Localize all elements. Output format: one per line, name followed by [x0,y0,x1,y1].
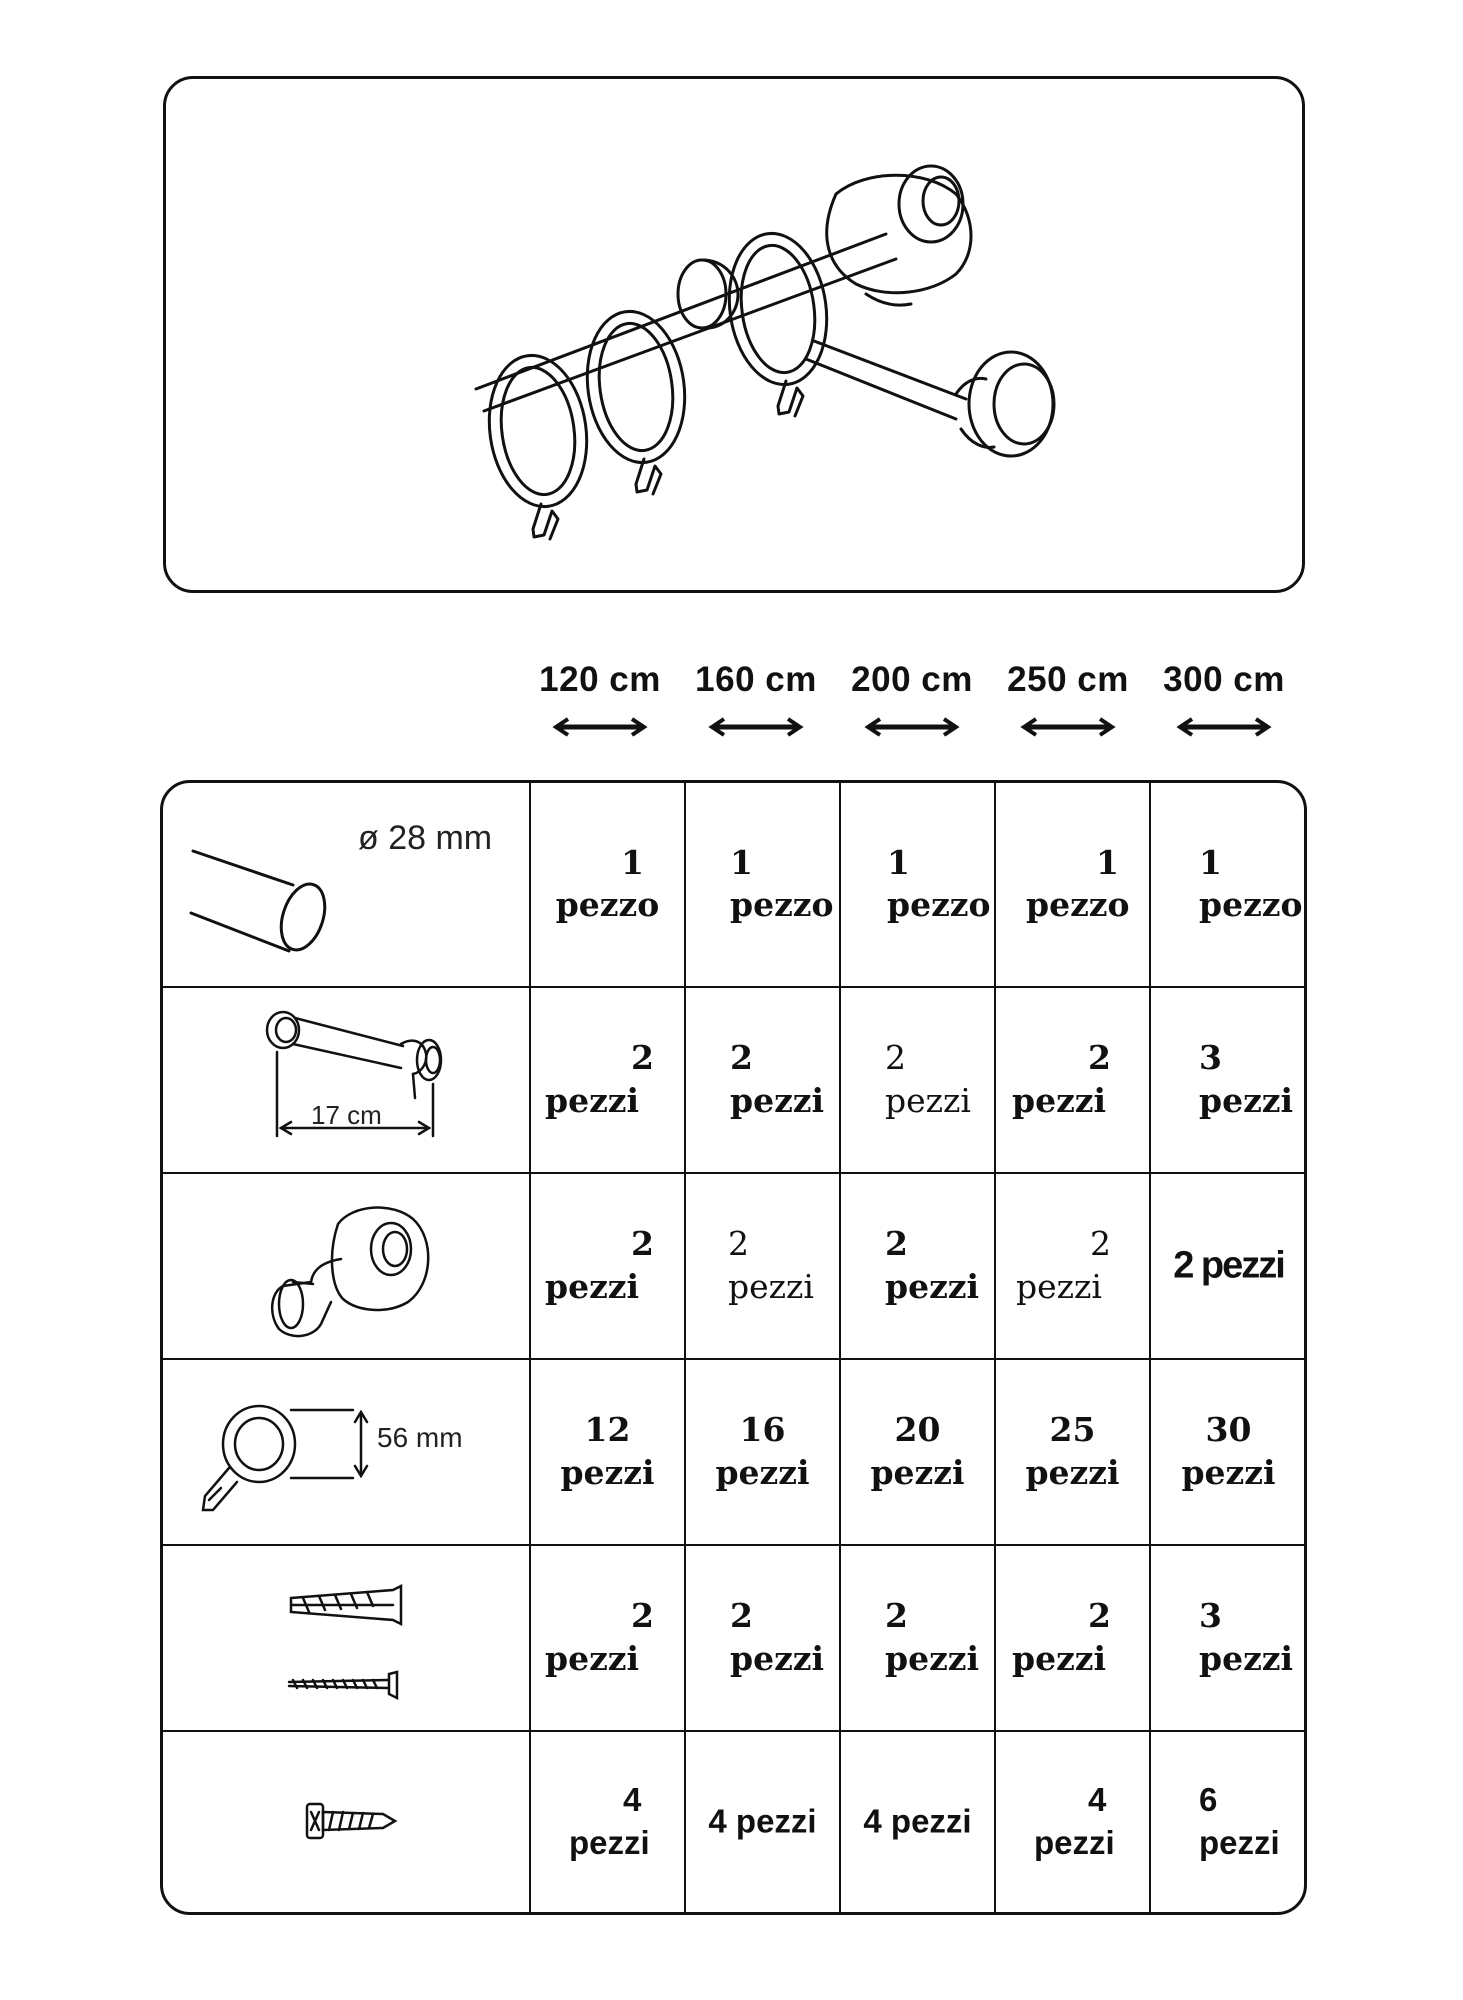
length-headers [0,660,1463,770]
quantity-unit: pezzo [555,885,660,925]
qty-cell [531,1174,686,1358]
component-cell [163,783,531,986]
quantity-number: 2 [730,1038,753,1078]
quantity-number: 2 [631,1596,654,1636]
quantity-unit: pezzi [1016,1267,1102,1306]
quantity [686,1801,839,1844]
curtain-ring-with-hook-icon [163,1360,529,1544]
quantity-unit: pezzi [1181,1453,1276,1492]
quantity-number: 3 [1199,1596,1222,1636]
component-cell [163,1174,531,1358]
parts-quantity-table [160,780,1307,1915]
header-160cm [678,660,834,738]
quantity [996,1223,1149,1309]
set-screw-icon [163,1732,529,1912]
quantity-number: 4 [708,1802,727,1840]
quantity-unit: pezzo [887,885,991,925]
quantity [531,842,684,928]
curtain-rod-tube-icon [163,783,529,986]
quantity-unit: pezzi [890,1802,972,1840]
header-300cm [1146,660,1302,738]
qty-cell [841,783,996,986]
quantity-unit: pezzi [1012,1639,1107,1678]
wall-plug-and-screw-icon [163,1546,529,1730]
quantity [841,1223,994,1309]
qty-cell [1151,1732,1306,1912]
quantity [996,842,1149,928]
quantity-number: 2 [631,1038,654,1078]
quantity [531,1223,684,1309]
quantity-number: 2 [885,1038,906,1078]
quantity [841,1595,994,1681]
quantity-unit: pezzi [569,1824,650,1861]
qty-cell [686,1732,841,1912]
qty-cell [841,1546,996,1730]
qty-cell [996,1174,1151,1358]
quantity-unit: pezzi [885,1267,980,1306]
qty-cell [1151,783,1306,986]
qty-cell [996,1546,1151,1730]
quantity-unit: pezzi [545,1639,640,1678]
quantity [1151,1595,1306,1681]
table-row [163,1732,1304,1912]
quantity-number: 6 [1199,1781,1218,1819]
qty-cell [841,988,996,1172]
product-illustration-frame [163,76,1305,593]
qty-cell [841,1360,996,1544]
qty-cell [531,783,686,986]
quantity-number: 1 [1199,842,1222,882]
quantity [531,1595,684,1681]
quantity [1151,1779,1306,1865]
qty-cell [531,1546,686,1730]
header-label: 300 cm [1163,660,1285,699]
quantity-number: 3 [1199,1038,1222,1078]
quantity-number: 1 [887,842,910,882]
quantity-unit: pezzi [1199,1639,1294,1678]
quantity [686,1409,839,1495]
quantity-number: 4 [1088,1781,1107,1819]
quantity [841,1409,994,1495]
qty-cell [996,1732,1151,1912]
header-label: 200 cm [851,660,973,699]
quantity-unit: pezzi [885,1081,971,1120]
qty-cell [531,988,686,1172]
component-cell [163,1732,531,1912]
qty-cell [686,1546,841,1730]
quantity-number: 1 [621,842,644,882]
qty-cell [686,988,841,1172]
wall-bracket-icon [163,988,529,1172]
finial-end-cap-icon [163,1174,529,1358]
qty-cell [686,1360,841,1544]
qty-cell [531,1732,686,1912]
component-cell [163,1546,531,1730]
quantity-unit: pezzi [715,1453,810,1492]
quantity-unit: pezzo [1026,885,1130,925]
component-cell [163,988,531,1172]
quantity [996,1037,1149,1123]
double-arrow-icon [864,716,960,738]
quantity-unit: pezzi [885,1639,980,1678]
quantity [996,1409,1149,1495]
quantity [686,1595,839,1681]
qty-cell [996,783,1151,986]
quantity-unit: pezzi [545,1081,640,1120]
qty-cell [686,783,841,986]
qty-cell [1151,988,1306,1172]
quantity-number: 1 [1096,842,1119,882]
quantity [841,1037,994,1123]
quantity-number: 2 [631,1224,654,1264]
quantity-unit: pezzi [735,1802,817,1840]
quantity-number: 25 [1049,1410,1096,1450]
header-label: 160 cm [695,660,817,699]
quantity [841,1801,994,1844]
qty-cell [841,1732,996,1912]
quantity [1151,1409,1306,1495]
quantity-unit: pezzi [1012,1081,1107,1120]
quantity-unit: pezzo [730,885,834,925]
quantity [841,842,994,928]
quantity-number: 2 [885,1224,908,1264]
diameter-label: ø 28 mm [358,819,493,857]
component-cell [163,1360,531,1544]
qty-cell [1151,1360,1306,1544]
qty-cell [841,1174,996,1358]
quantity [531,1409,684,1495]
quantity [686,842,839,928]
quantity-number: 16 [739,1410,786,1450]
header-label: 120 cm [539,660,661,699]
quantity [686,1037,839,1123]
header-120cm [522,660,678,738]
double-arrow-icon [1176,716,1272,738]
quantity [1151,1241,1306,1290]
curtain-rod-assembly-illustration [166,79,1308,596]
quantity-number: 2 [1090,1224,1111,1264]
table-row [163,988,1304,1174]
quantity-number: 2 [1088,1596,1111,1636]
quantity-unit: pezzi [1034,1824,1115,1861]
table-row [163,783,1304,988]
double-arrow-icon [1020,716,1116,738]
quantity-number: 4 [863,1802,882,1840]
quantity [531,1779,684,1865]
double-arrow-icon [552,716,648,738]
table-row [163,1174,1304,1360]
quantity [686,1223,839,1309]
quantity-number: 12 [584,1410,631,1450]
qty-cell [996,988,1151,1172]
qty-cell [1151,1174,1306,1358]
qty-cell [996,1360,1151,1544]
quantity [996,1595,1149,1681]
quantity-unit: pezzi [545,1267,640,1306]
double-arrow-icon [708,716,804,738]
header-label: 250 cm [1007,660,1129,699]
quantity-number: 2 [1088,1038,1111,1078]
quantity-number: 2 [885,1596,908,1636]
quantity-unit: pezzi [1025,1453,1120,1492]
ring-size-label: 56 mm [377,1422,463,1453]
header-200cm [834,660,990,738]
quantity-unit: pezzi [1199,1824,1280,1861]
quantity-number: 30 [1205,1410,1252,1450]
quantity-number: 2 [730,1596,753,1636]
quantity-number: 2 [728,1224,749,1264]
quantity-unit: pezzi [728,1267,814,1306]
quantity-number: 4 [623,1781,642,1819]
header-250cm [990,660,1146,738]
quantity-unit: pezzo [1199,885,1303,925]
quantity-number: 2 [1173,1244,1193,1287]
quantity-unit: pezzi [1199,1081,1294,1120]
quantity [1151,842,1306,928]
quantity-number: 20 [894,1410,941,1450]
quantity-unit: pezzi [560,1453,655,1492]
qty-cell [1151,1546,1306,1730]
quantity-unit: pezzi [730,1081,825,1120]
qty-cell [531,1360,686,1544]
table-row [163,1546,1304,1732]
bracket-depth-label: 17 cm [311,1100,382,1130]
quantity [996,1779,1149,1865]
quantity-unit: pezzi [730,1639,825,1678]
quantity [1151,1037,1306,1123]
qty-cell [686,1174,841,1358]
quantity [531,1037,684,1123]
quantity-unit: pezzi [1200,1244,1284,1287]
quantity-unit: pezzi [870,1453,965,1492]
quantity-number: 1 [730,842,753,882]
table-row [163,1360,1304,1546]
